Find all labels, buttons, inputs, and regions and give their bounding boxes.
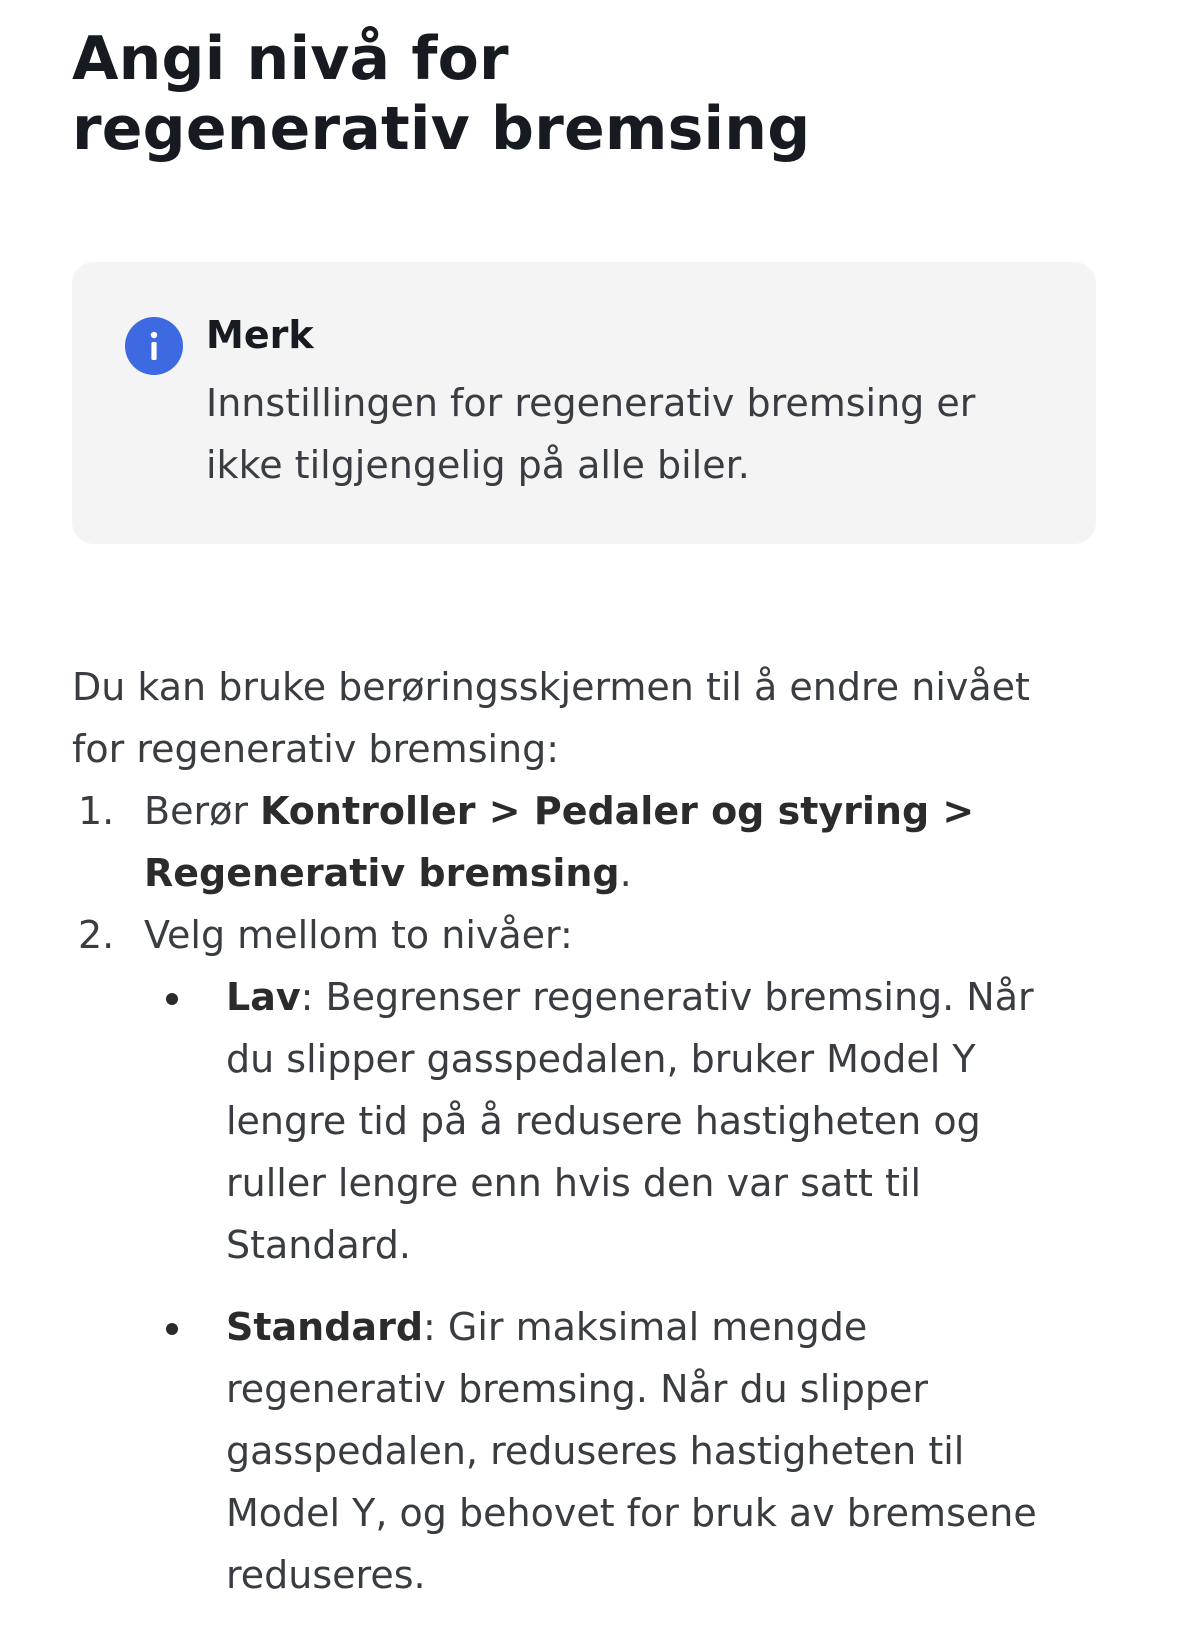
menu-path: Kontroller > Pedaler og styring > Regenerativ bremsing: [144, 789, 975, 895]
step-text: Velg mellom to nivåer:: [144, 913, 573, 957]
option-item-standard: [144, 1296, 1046, 1606]
step-text-end: .: [619, 851, 632, 895]
steps-list: [72, 780, 1112, 1606]
option-term: Standard: [226, 1305, 424, 1349]
option-item-lav: [144, 966, 1046, 1276]
article: [72, 0, 1112, 1597]
option-term: Lav: [226, 975, 301, 1019]
option-description: : Gir maksimal mengde regenerativ bremsing. Når du slipper gasspedalen, reduseres hastigheten til Model Y, og behovet for bruk av bremsene reduseres.: [226, 1305, 1037, 1597]
options-list: [144, 966, 1112, 1606]
step-number: 1.: [78, 789, 115, 833]
step-text: Berør: [144, 789, 261, 833]
step-item: [72, 780, 1112, 904]
bullet-dot: [166, 993, 178, 1005]
intro-text: Du kan bruke berøringsskjermen til å endre nivået for regenerativ bremsing:: [72, 665, 1030, 771]
step-item: [72, 904, 1112, 1606]
page-title: Angi nivå for regenerativ bremsing: [72, 24, 811, 164]
note-text: Innstillingen for regenerativ bremsing er ikke tilgjengelig på alle biler.: [206, 381, 976, 487]
step-number: 2.: [78, 913, 115, 957]
bullet-dot: [166, 1323, 178, 1335]
instructions: [72, 656, 1112, 1606]
option-description: : Begrenser regenerativ bremsing. Når du slipper gasspedalen, bruker Model Y lengre tid på å redusere hastigheten og ruller lengre enn hvis den var satt til Standard.: [226, 975, 1034, 1267]
info-icon: [125, 317, 183, 375]
note-title: Merk: [206, 313, 314, 357]
note-box: [72, 262, 1096, 544]
